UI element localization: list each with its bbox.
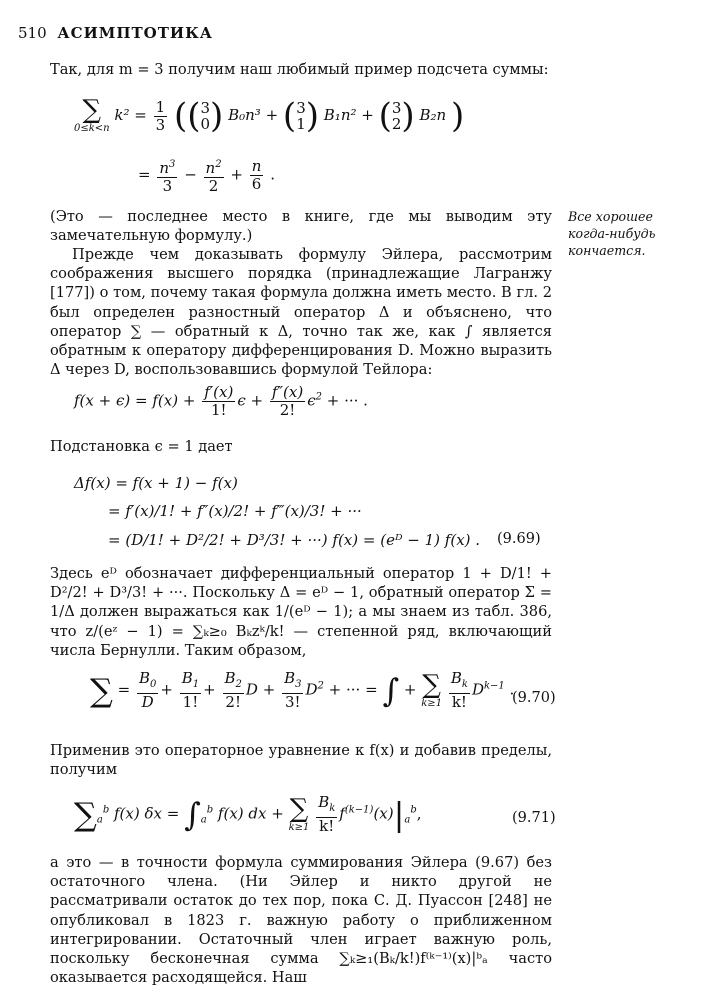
paragraph-intro: Так, для m = 3 получим наш любимый пример подсчета суммы: bbox=[50, 61, 549, 78]
equation-number-970: (9.70) bbox=[512, 690, 556, 706]
equation-euler-sum: $\sum_a^b$ f(x) $\delta x = \int_a^b$ f(x) dx + ∑ k≥1 $\frac{B_k}{k!}$ $f^{(k-1)}(x)|_a^b$, bbox=[74, 793, 422, 835]
paragraph-lagrange: Прежде чем доказывать формулу Эйлера, рассмотрим соображения высшего порядка (принадлежащие Лагранжу [177]) о том, почему такая формула должна иметь место. В гл. 2 был определен разностный оператор Δ и объяснено, что оператор ∑ — обратный к Δ, точно так же, как ∫ является обратным к оператору дифференцирования D. Можно выразить Δ через D, воспользовавшись формулой Тейлора: bbox=[50, 246, 552, 379]
sum-symbol: ∑ 0≤k<n bbox=[74, 95, 110, 134]
paragraph-apply: Применив это операторное уравнение к f(x) и добавив пределы, получим bbox=[50, 742, 552, 779]
equation-number-969: (9.69) bbox=[497, 531, 541, 547]
paragraph-operator: Здесь eᴰ обозначает дифференциальный оператор 1 + D/1! + D²/2! + D³/3! + ···. Поскольку Δ = eᴰ − 1, обратный оператор Σ = 1/Δ должен выражаться как 1/(eᴰ − 1); а мы знаем из табл. 386, что z/(eᶻ − 1) = ∑ₖ≥₀ Bₖzᵏ/k! — степенной ряд, включающий числа Бернулли. Таким образом, bbox=[50, 565, 552, 659]
sum-lhs: k² = bbox=[114, 106, 147, 124]
running-header bbox=[18, 24, 213, 42]
paragraph-remark: (Это — последнее место в книге, где мы выводим эту замечательную формулу.) bbox=[50, 208, 552, 245]
page-number: 510 bbox=[18, 24, 47, 42]
equation-sum-result: = $\frac{n^3}{3}$ − $\frac{n^2}{2}$ + $\frac{n}{6}$ . bbox=[138, 157, 275, 195]
term-2: B₁n² + bbox=[323, 106, 374, 124]
paragraph-substitution: Подстановка ϵ = 1 дает bbox=[50, 438, 233, 455]
equation-number-971: (9.71) bbox=[512, 810, 556, 826]
equation-delta-line2: = f′(x)/1! + f″(x)/2! + f‴(x)/3! + ··· bbox=[108, 502, 362, 520]
equation-sum-k2: ∑ 0≤k<n k² = $\frac{1}{3}$ ((3 0) B₀n³ + (3 1) B₁n² + (3 2) B₂n ) bbox=[74, 95, 465, 136]
term-1: B₀n³ + bbox=[228, 106, 279, 124]
equation-taylor: f(x + ϵ) = f(x) + $\frac{f'(x)}{1!}$ ϵ + $\frac{f''(x)}{2!}$ $\epsilon^2$ + ··· . bbox=[74, 383, 368, 419]
margin-note: Все хорошее когда-нибудь кончается. bbox=[568, 209, 656, 258]
equation-delta-line1: Δf(x) = f(x + 1) − f(x) bbox=[74, 474, 238, 492]
paragraph-conclusion: а это — в точности формула суммирования Эйлера (9.67) без остаточного члена. (Ни Эйлер и никто другой не рассматривали остаток до тех пор, пока С. Д. Пуассон [248] не опубликовал в 1823 г. важную работу о приближенном интегрировании. Остаточный член играет важную роль, поскольку бесконечная сумма ∑ₖ≥₁(Bₖ/k!)f⁽ᵏ⁻¹⁾(x)|ᵇₐ часто оказывается расходящейся. Наш bbox=[50, 854, 552, 987]
term-3: B₂n bbox=[419, 106, 447, 124]
chapter-title: АСИМПТОТИКА bbox=[57, 24, 213, 42]
coef-one-third: $\frac{1}{3}$ bbox=[155, 97, 166, 134]
equation-sigma-operator: ∑ = $\frac{B_0}{D}$ + $\frac{B_1}{1!}$ + $\frac{B_2}{2!}$ D + $\frac{B_3}{3!}$ $D^2$ + ··· = ∫ + ∑ k≥1 $\frac{B_k}{k!}$ $D^{k-1}$ . bbox=[90, 669, 515, 711]
equation-delta-line3: = (D/1! + D²/2! + D³/3! + ···) f(x) = (eᴰ − 1) f(x) . bbox=[108, 531, 481, 549]
